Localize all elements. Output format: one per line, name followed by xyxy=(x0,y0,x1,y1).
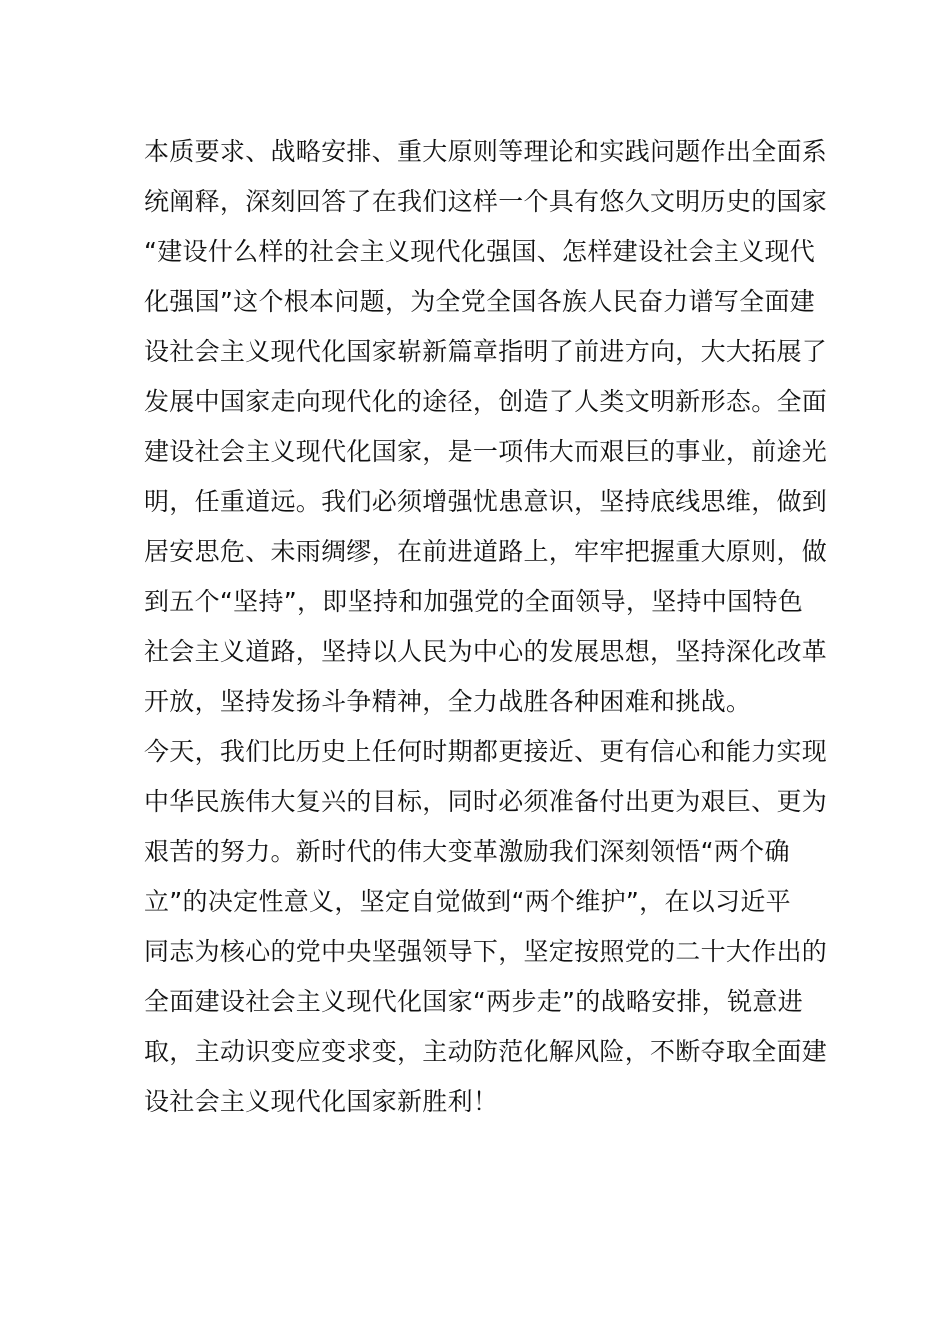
text-line: 统阐释，深刻回答了在我们这样一个具有悠久文明历史的国家 xyxy=(144,187,828,216)
text-line: 同志为核心的党中央坚强领导下，坚定按照党的二十大作出的 xyxy=(144,937,828,966)
text-line: 社会主义道路，坚持以人民为中心的发展思想，坚持深化改革 xyxy=(144,637,828,666)
text-line: “建设什么样的社会主义现代化强国、怎样建设社会主义现代 xyxy=(144,237,816,266)
text-line: 建设社会主义现代化国家，是一项伟大而艰巨的事业，前途光 xyxy=(144,437,828,466)
text-line: 化强国”这个根本问题，为全党全国各族人民奋力谱写全面建 xyxy=(144,287,816,316)
text-line: 发展中国家走向现代化的途径，创造了人类文明新形态。全面 xyxy=(144,387,828,416)
text-line: 取，主动识变应变求变，主动防范化解风险，不断夺取全面建 xyxy=(144,1037,828,1066)
text-line: 全面建设社会主义现代化国家“两步走”的战略安排，锐意进 xyxy=(144,987,804,1016)
text-line: 设社会主义现代化国家崭新篇章指明了前进方向，大大拓展了 xyxy=(144,337,828,366)
body-text xyxy=(144,127,828,1127)
text-line: 设社会主义现代化国家新胜利！ xyxy=(144,1087,499,1116)
text-line: 到五个“坚持”，即坚持和加强党的全面领导，坚持中国特色 xyxy=(144,587,804,616)
text-line: 本质要求、战略安排、重大原则等理论和实践问题作出全面系 xyxy=(144,137,828,166)
text-line: 今天，我们比历史上任何时期都更接近、更有信心和能力实现 xyxy=(144,737,828,766)
text-line: 开放，坚持发扬斗争精神，全力战胜各种困难和挑战。 xyxy=(144,687,752,716)
text-line: 明，任重道远。我们必须增强忧患意识，坚持底线思维，做到 xyxy=(144,487,828,516)
text-line: 立”的决定性意义，坚定自觉做到“两个维护”，在以习近平 xyxy=(144,887,791,916)
text-line: 中华民族伟大复兴的目标，同时必须准备付出更为艰巨、更为 xyxy=(144,787,828,816)
text-line: 居安思危、未雨绸缪，在前进道路上，牢牢把握重大原则，做 xyxy=(144,537,828,566)
text-line: 艰苦的努力。新时代的伟大变革激励我们深刻领悟“两个确 xyxy=(144,837,790,866)
